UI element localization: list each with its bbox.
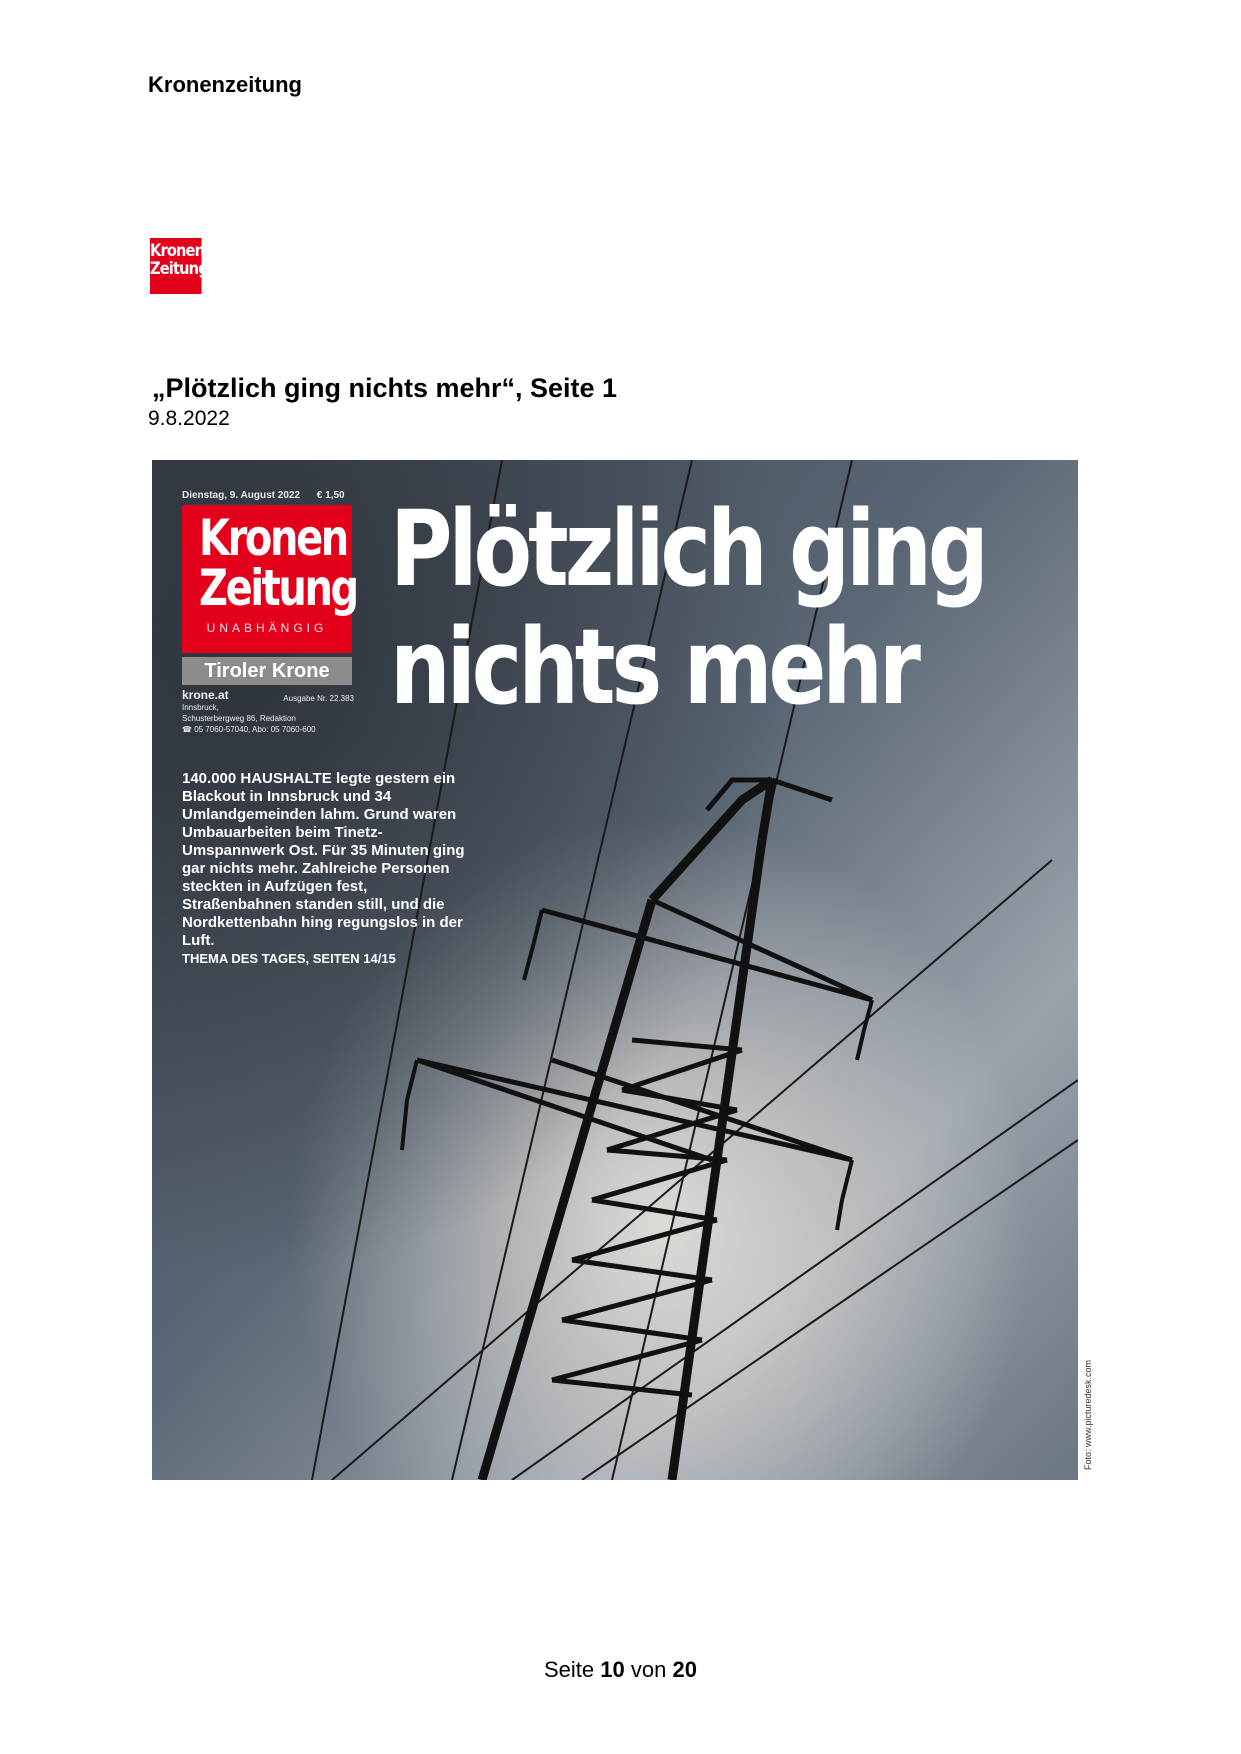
masthead-line-1: Kronen	[199, 509, 347, 567]
masthead-line-2: Zeitung	[199, 559, 357, 617]
teaser-lead: 140.000 HAUSHALTE	[182, 770, 332, 787]
newspaper-clipping	[152, 460, 1078, 1480]
teaser-reference: THEMA DES TAGES, SEITEN 14/15	[182, 951, 396, 966]
issue-date: Dienstag, 9. August 2022	[182, 490, 300, 501]
footer-page-number: 10	[600, 1657, 625, 1682]
headline-line-2: nichts mehr	[390, 606, 917, 728]
headline-line-1: Plötzlich ging	[390, 488, 985, 610]
dateline	[182, 490, 345, 501]
logo-line-2: Zeitung	[150, 259, 208, 279]
logo-line-1: Kronen	[150, 241, 205, 261]
footer-total-pages: 20	[672, 1657, 697, 1682]
kronen-zeitung-logo	[150, 238, 208, 294]
photo-credit: Foto: www.picturedesk.com	[1083, 1360, 1093, 1471]
masthead-info	[182, 690, 354, 735]
phone-numbers: ☎ 05 7060-57040, Abo: 05 7060-600	[182, 725, 316, 734]
phone-text: 05 7060-57040, Abo: 05 7060-600	[194, 725, 316, 734]
page-footer	[0, 1657, 1241, 1683]
footer-middle: von	[630, 1657, 667, 1682]
front-page-headline	[390, 490, 985, 726]
issue-number: Ausgabe Nr. 22.383	[283, 694, 354, 703]
teaser-text	[182, 770, 472, 968]
article-title: „Plötzlich ging nichts mehr“, Seite 1	[152, 373, 618, 403]
footer-prefix: Seite	[544, 1657, 595, 1682]
edition-label: Tiroler Krone	[182, 657, 352, 685]
website: krone.at	[182, 688, 229, 702]
newspaper-masthead	[182, 505, 357, 653]
issue-price: € 1,50	[316, 490, 345, 501]
teaser-body: legte gestern ein Blackout in Innsbruck und 34 Umlandgemeinden lahm. Grund waren Umbauarbeiten beim Tinetz-Umspannwerk Ost. Für 35 Minuten ging gar nichts mehr. Zahlreiche Personen steckten in Aufzügen fest, Straßenbahnen standen still, und die Nordkettenbahn hing regungslos in der Luft.	[182, 770, 465, 949]
masthead-tagline: UNABHÄNGIG	[206, 621, 328, 635]
source-name: Kronenzeitung	[148, 72, 302, 97]
article-date: 9.8.2022	[148, 407, 230, 430]
address: Innsbruck, Schusterbergweg 86, Redaktion	[182, 703, 296, 723]
